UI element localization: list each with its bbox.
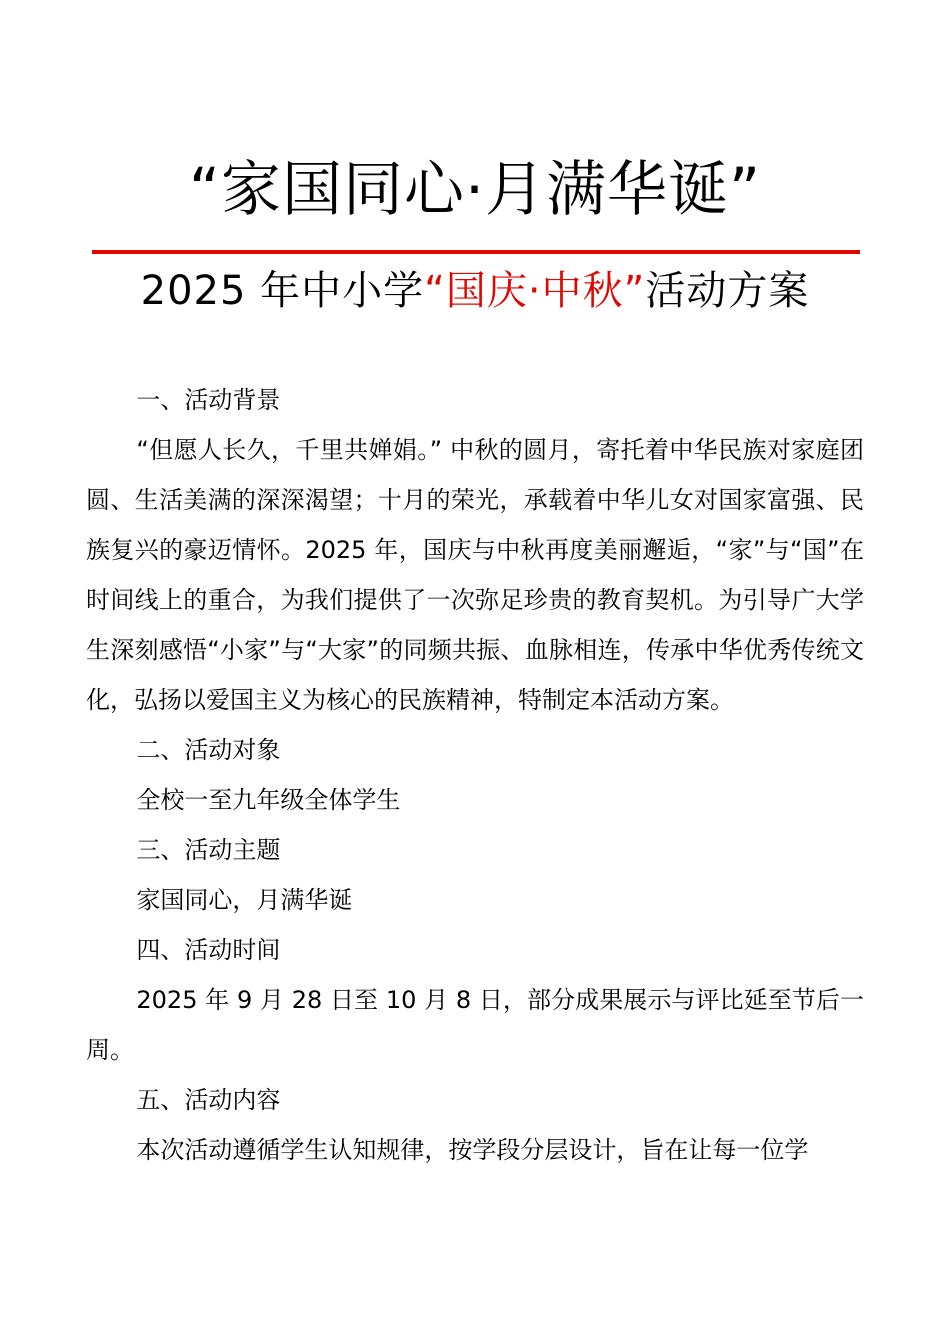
document-title: “家国同心·月满华诞” <box>188 155 762 225</box>
title-divider-red <box>92 250 860 254</box>
paragraph-background: “但愿人长久，千里共婵娟。” 中秋的圆月，寄托着中华民族对家庭团圆、生活美满的深深渴望；十月的荣光，承载着中华儿女对国家富强、民族复兴的豪迈情怀。2025 年，国庆与中秋再度美丽邂逅，“家”与“国”在时间线上的重合，为我们提供了一次弥足珍贵的教育契机。为引导广大学生深刻感悟“小家”与“大家”的同频共振、血脉相连，传承中华优秀传统文化，弘扬以爱国主义为核心的民族精神，特制定本活动方案。 <box>86 436 864 714</box>
paragraph-content: 本次活动遵循学生认知规律，按学段分层设计，旨在让每一位学 <box>136 1136 809 1164</box>
section-heading-content: 五、活动内容 <box>136 1086 281 1114</box>
section-heading-time: 四、活动时间 <box>136 936 281 964</box>
paragraph-time: 2025 年 9 月 28 日至 10 月 8 日，部分成果展示与评比延至节后一周。 <box>86 986 864 1064</box>
subtitle-prefix: 2025 年中小学 <box>140 268 425 314</box>
subtitle-highlight: “国庆·中秋” <box>424 268 646 314</box>
section-heading-background: 一、活动背景 <box>136 386 281 414</box>
paragraph-audience: 全校一至九年级全体学生 <box>136 786 401 814</box>
subtitle-suffix: 活动方案 <box>645 268 810 314</box>
paragraph-theme: 家国同心，月满华诞 <box>136 886 353 914</box>
section-heading-theme: 三、活动主题 <box>136 836 281 864</box>
document-body <box>86 375 864 1175</box>
document-subtitle <box>0 262 950 320</box>
section-heading-audience: 二、活动对象 <box>136 736 281 764</box>
